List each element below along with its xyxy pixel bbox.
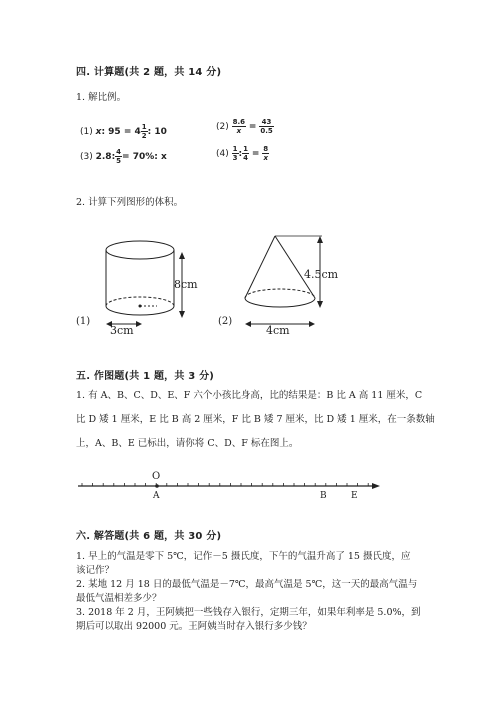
section-5-heading: 五. 作图题(共 1 题，共 3 分)	[76, 371, 215, 382]
question-2-label: 2. 计算下列图形的体积。	[76, 197, 184, 208]
volume-figures	[70, 228, 370, 340]
question-1-label: 1. 解比例。	[76, 92, 127, 103]
section-6-line-6: 期后可以取出 92000 元。王阿姨当时存入银行多少钱？	[76, 621, 312, 632]
section-5-line-3: 上，A、B、E 已标出，请你将 C、D、F 标在图上。	[76, 438, 299, 449]
figure-2-label: (2)	[218, 316, 233, 327]
figure-1-label: (1)	[76, 316, 91, 327]
equation-1: (1) x: 95 = 4 $\frac{1}{2}$ : 10	[80, 123, 167, 140]
section-6-line-1: 1. 早上的气温是零下 5℃，记作－5 摄氏度，下午的气温升高了 15 摄氏度，应	[76, 551, 411, 562]
section-4-heading: 四. 计算题(共 2 题，共 14 分)	[76, 67, 222, 78]
equation-4: (4) $\frac{1}{3}$ : $\frac{1}{4}$ = $\frac{8}{x}$	[216, 145, 269, 162]
equation-3: (3) 2.8: $\frac{4}{5}$ = 70%: x	[80, 148, 167, 165]
section-6-line-4: 最低气温相差多少？	[76, 593, 162, 604]
section-6-heading: 六. 解答题(共 6 题，共 30 分)	[76, 531, 222, 542]
section-6-line-3: 2. 某地 12 月 18 日的最低气温是－7℃，最高气温是 5℃，这一天的最高气温与	[76, 579, 418, 590]
point-e-label: E	[351, 491, 358, 501]
cone-figure	[218, 236, 339, 337]
section-5-line-1: 1. 有 A、B、C、D、E、F 六个小孩比身高，比的结果是：B 比 A 高 11 厘米，C	[76, 390, 423, 401]
cylinder-figure	[76, 241, 198, 337]
section-6-line-2: 该记作？	[76, 565, 115, 576]
equation-2: (2) $\frac{8.6}{x}$ = $\frac{43}{0.5}$	[216, 118, 273, 135]
origin-label: O	[152, 471, 161, 482]
point-b-label: B	[320, 491, 327, 501]
section-5-line-2: 比 D 矮 1 厘米，E 比 B 高 2 厘米，F 比 B 矮 7 厘米，比 D 矮 1 厘米，在一条数轴	[76, 414, 435, 425]
section-6-line-5: 3. 2018 年 2 月，王阿姨把一些钱存入银行，定期三年，如果年利率是 5.0%，到	[76, 607, 421, 618]
cylinder-base-label: 3cm	[110, 324, 134, 337]
point-a-label: A	[153, 491, 160, 501]
cone-base-label: 4cm	[266, 324, 290, 337]
number-line	[72, 468, 382, 502]
cone-height-label: 4.5cm	[304, 268, 339, 281]
origin-point	[155, 484, 159, 488]
cylinder-height-label: 8cm	[174, 278, 198, 291]
